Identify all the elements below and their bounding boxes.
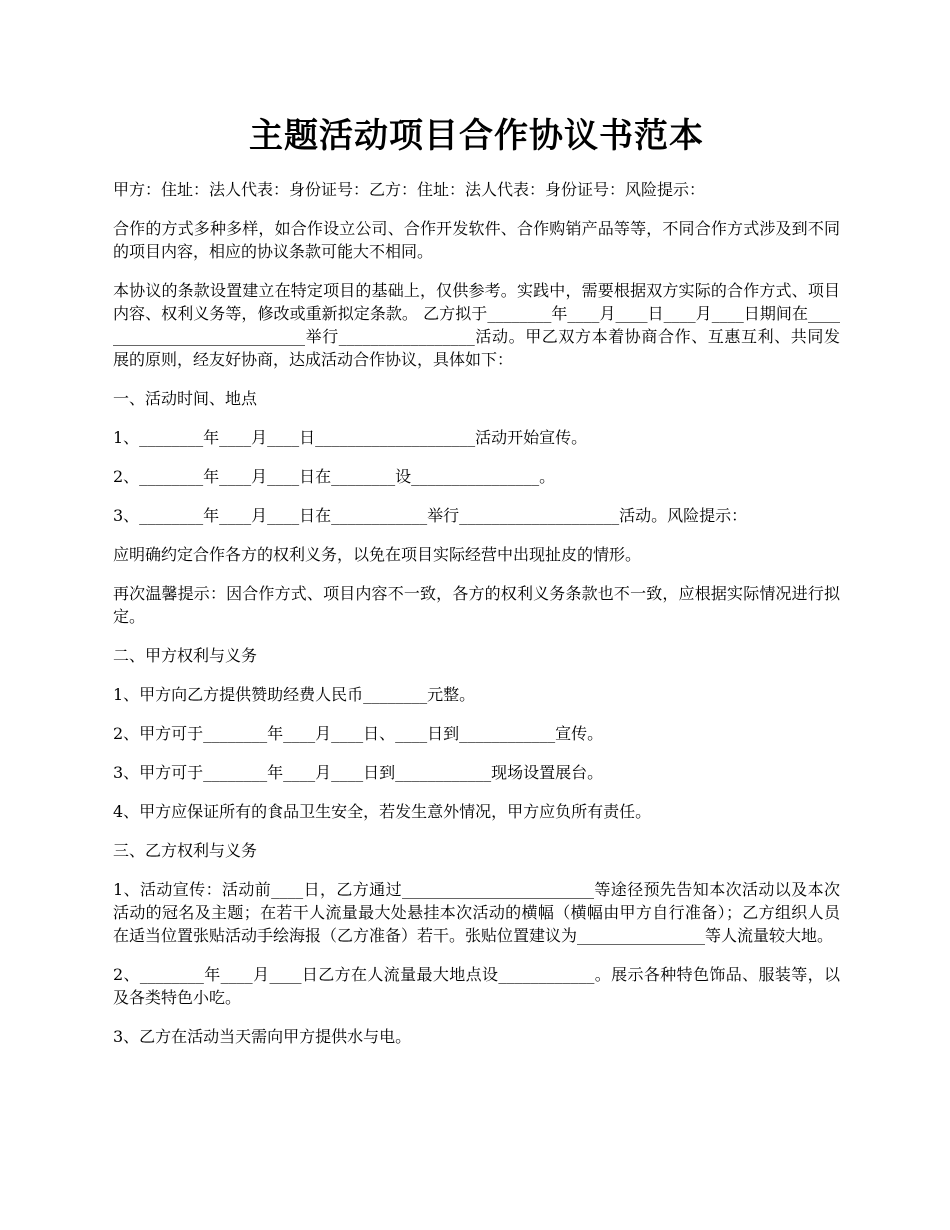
clause-3-2: 2、________年____月____日乙方在人流量最大地点设____________。展示各种特色饰品、服装等，以及各类特色小吃。 <box>113 965 840 1007</box>
section-heading-party-b: 三、乙方权利与义务 <box>113 841 258 860</box>
party-info-paragraph: 甲方：住址：法人代表：身份证号：乙方：住址：法人代表：身份证号：风险提示： <box>113 180 706 199</box>
clause-1-3: 3、________年____月____日在____________举行____________________活动。风险提示： <box>113 506 748 525</box>
clause-1-2: 2、________年____月____日在________设________________。 <box>113 467 556 486</box>
risk-note-paragraph: 应明确约定合作各方的权利义务，以免在项目实际经营中出现扯皮的情形。 <box>113 545 642 564</box>
clause-2-3: 3、甲方可于________年____月____日到____________现场设置展台。 <box>113 763 604 782</box>
document-title: 主题活动项目合作协议书范本 <box>249 116 704 156</box>
section-heading-party-a: 二、甲方权利与义务 <box>113 646 258 665</box>
section-heading-time-location: 一、活动时间、地点 <box>113 389 258 408</box>
clause-2-1: 1、甲方向乙方提供赞助经费人民币________元整。 <box>113 685 476 704</box>
clause-2-2: 2、甲方可于________年____月____日、____日到____________宣传。 <box>113 724 604 743</box>
document-page <box>113 110 840 1064</box>
clause-3-3: 3、乙方在活动当天需向甲方提供水与电。 <box>113 1027 412 1046</box>
agreement-intro-paragraph: 本协议的条款设置建立在特定项目的基础上，仅供参考。实践中，需要根据双方实际的合作方式、项目内容、权利义务等，修改或重新拟定条款。 乙方拟于________年____月____日____月____日期间在____________________________举行_________________活动。甲乙双方本着协商合作、互惠互利、共同发展的原则，经友好协商，达成活动合作协议，具体如下： <box>113 281 840 369</box>
cooperation-methods-paragraph: 合作的方式多种多样，如合作设立公司、合作开发软件、合作购销产品等等，不同合作方式涉及到不同的项目内容，相应的协议条款可能大不相同。 <box>113 219 840 261</box>
clause-1-1: 1、________年____月____日____________________活动开始宣传。 <box>113 428 588 447</box>
clause-2-4: 4、甲方应保证所有的食品卫生安全，若发生意外情况，甲方应负所有责任。 <box>113 802 652 821</box>
clause-3-1: 1、活动宣传：活动前____日，乙方通过________________________等途径预先告知本次活动以及本次活动的冠名及主题；在若干人流量最大处悬挂本次活动的横幅（横幅由甲方自行准备）；乙方组织人员在适当位置张贴活动手绘海报（乙方准备）若干。张贴位置建议为________________等人流量较大地。 <box>113 880 840 945</box>
reminder-paragraph: 再次温馨提示：因合作方式、项目内容不一致，各方的权利义务条款也不一致，应根据实际情况进行拟定。 <box>113 584 840 626</box>
